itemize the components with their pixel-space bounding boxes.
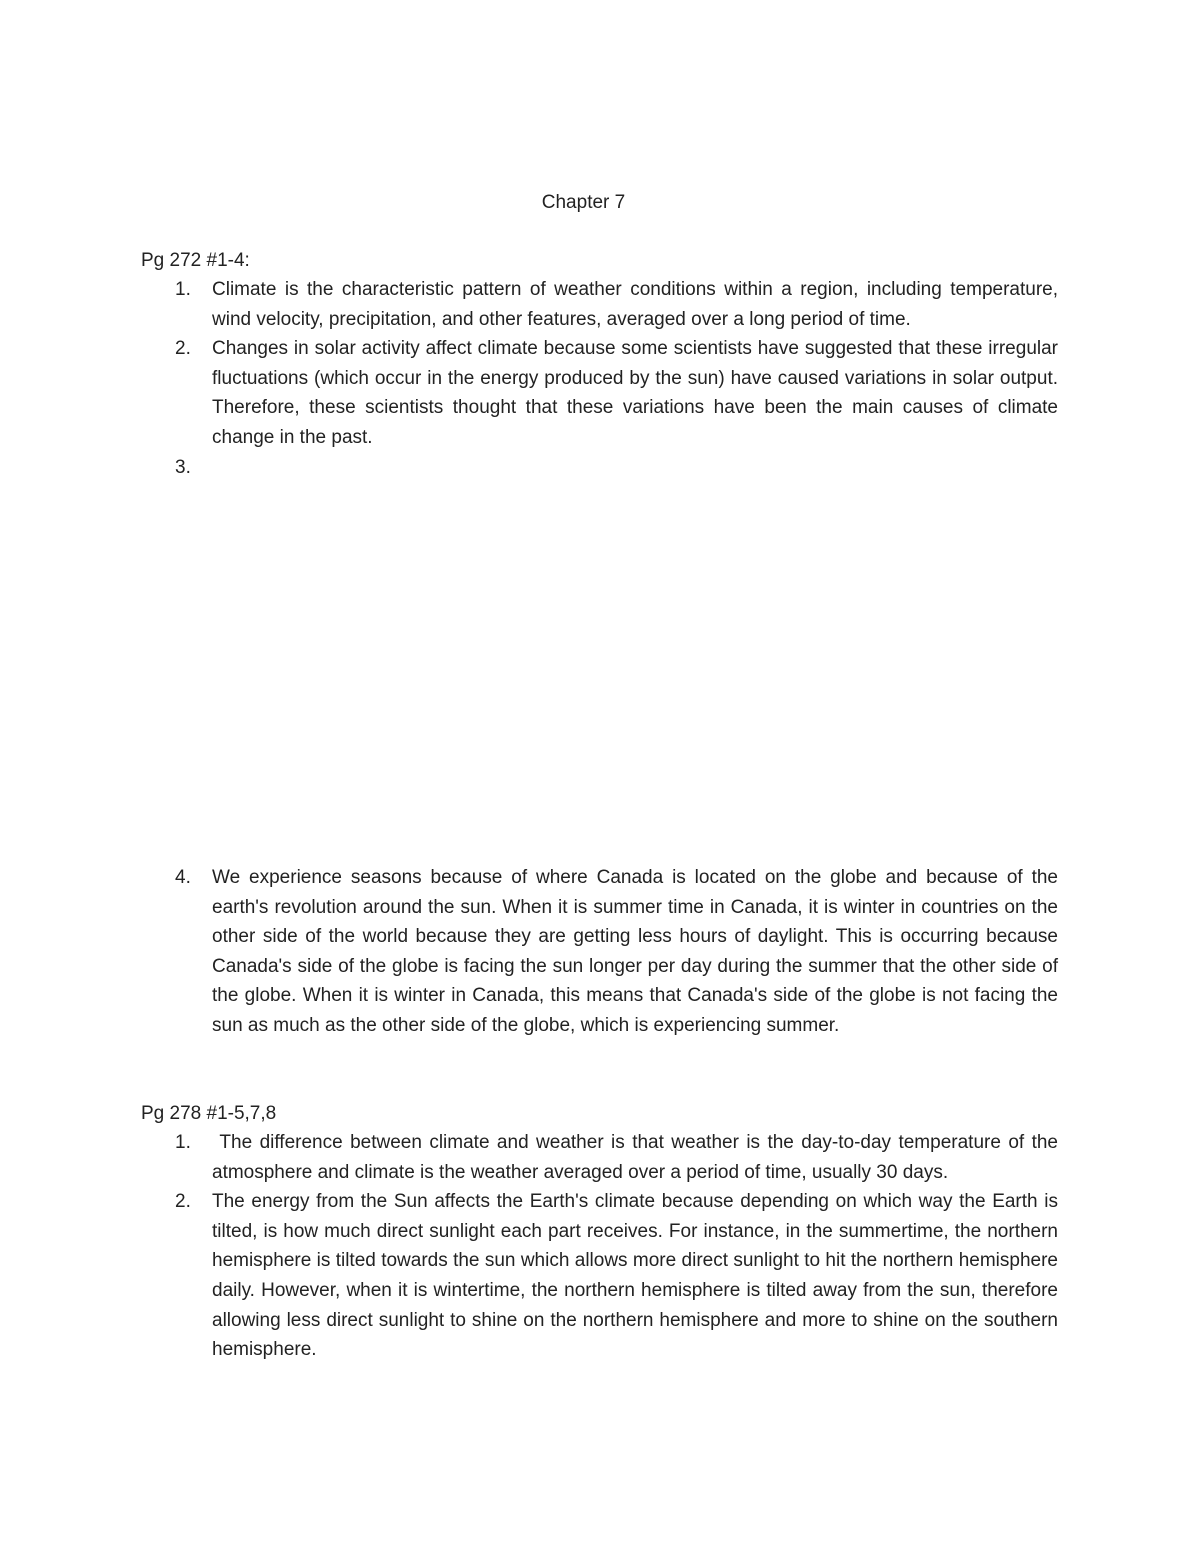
chapter-title: Chapter 7 bbox=[541, 192, 626, 213]
item-number: 4. bbox=[175, 867, 191, 888]
section-heading-pg-278: Pg 278 #1-5,7,8 bbox=[141, 1103, 277, 1124]
item-text: The difference between climate and weather is that weather is the day-to-day temperature of the atmosphere and climate is the weather averaged over a period of time, usually 30 days. bbox=[212, 1132, 1064, 1183]
list-item bbox=[141, 334, 1058, 452]
list-item bbox=[141, 1187, 1058, 1365]
item-number: 1. bbox=[175, 279, 191, 300]
item-number: 1. bbox=[175, 1132, 191, 1153]
item-text: Changes in solar activity affect climate because some scientists have suggested that these irregular fluctuations (which occur in the energy produced by the sun) have caused variations in solar output. Therefore, these scientists thought that these variations have been the main causes of climate change in the past. bbox=[212, 338, 1058, 448]
item-number: 2. bbox=[175, 338, 191, 360]
item-number: 2. bbox=[175, 1191, 191, 1213]
question-list-pg-278 bbox=[141, 1128, 1064, 1365]
item-text: We experience seasons because of where Canada is located on the globe and because of the earth's revolution around the sun. When it is summer time in Canada, it is winter in countries on the other side of the world because they are getting less hours of daylight. This is occurring because Canada's side of the globe is facing the sun longer per day during the summer that the other side of the globe. When it is winter in Canada, this means that Canada's side of the globe is not facing the sun as much as the other side of the globe, which is experiencing summer. bbox=[212, 867, 1058, 1036]
list-item bbox=[141, 863, 1058, 1041]
question-list-pg-272-part-a bbox=[141, 275, 1058, 482]
item-text: Climate is the characteristic pattern of weather conditions within a region, including temperature, wind velocity, precipitation, and other features, averaged over a long period of time. bbox=[212, 279, 1058, 330]
question-list-pg-272-part-b bbox=[141, 863, 1058, 1041]
list-item bbox=[141, 1128, 1064, 1187]
list-item bbox=[141, 275, 1058, 334]
list-item bbox=[141, 453, 1058, 483]
section-heading-pg-272: Pg 272 #1-4: bbox=[141, 250, 250, 271]
item-text: The energy from the Sun affects the Earth's climate because depending on which way the Earth is tilted, is how much direct sunlight each part receives. For instance, in the summertime, the northern hemisphere is tilted towards the sun which allows more direct sunlight to hit the northern hemisphere daily. However, when it is wintertime, the northern hemisphere is tilted away from the sun, therefore allowing less direct sunlight to shine on the northern hemisphere and more to shine on the southern hemisphere. bbox=[212, 1191, 1058, 1361]
item-number: 3. bbox=[175, 456, 191, 478]
